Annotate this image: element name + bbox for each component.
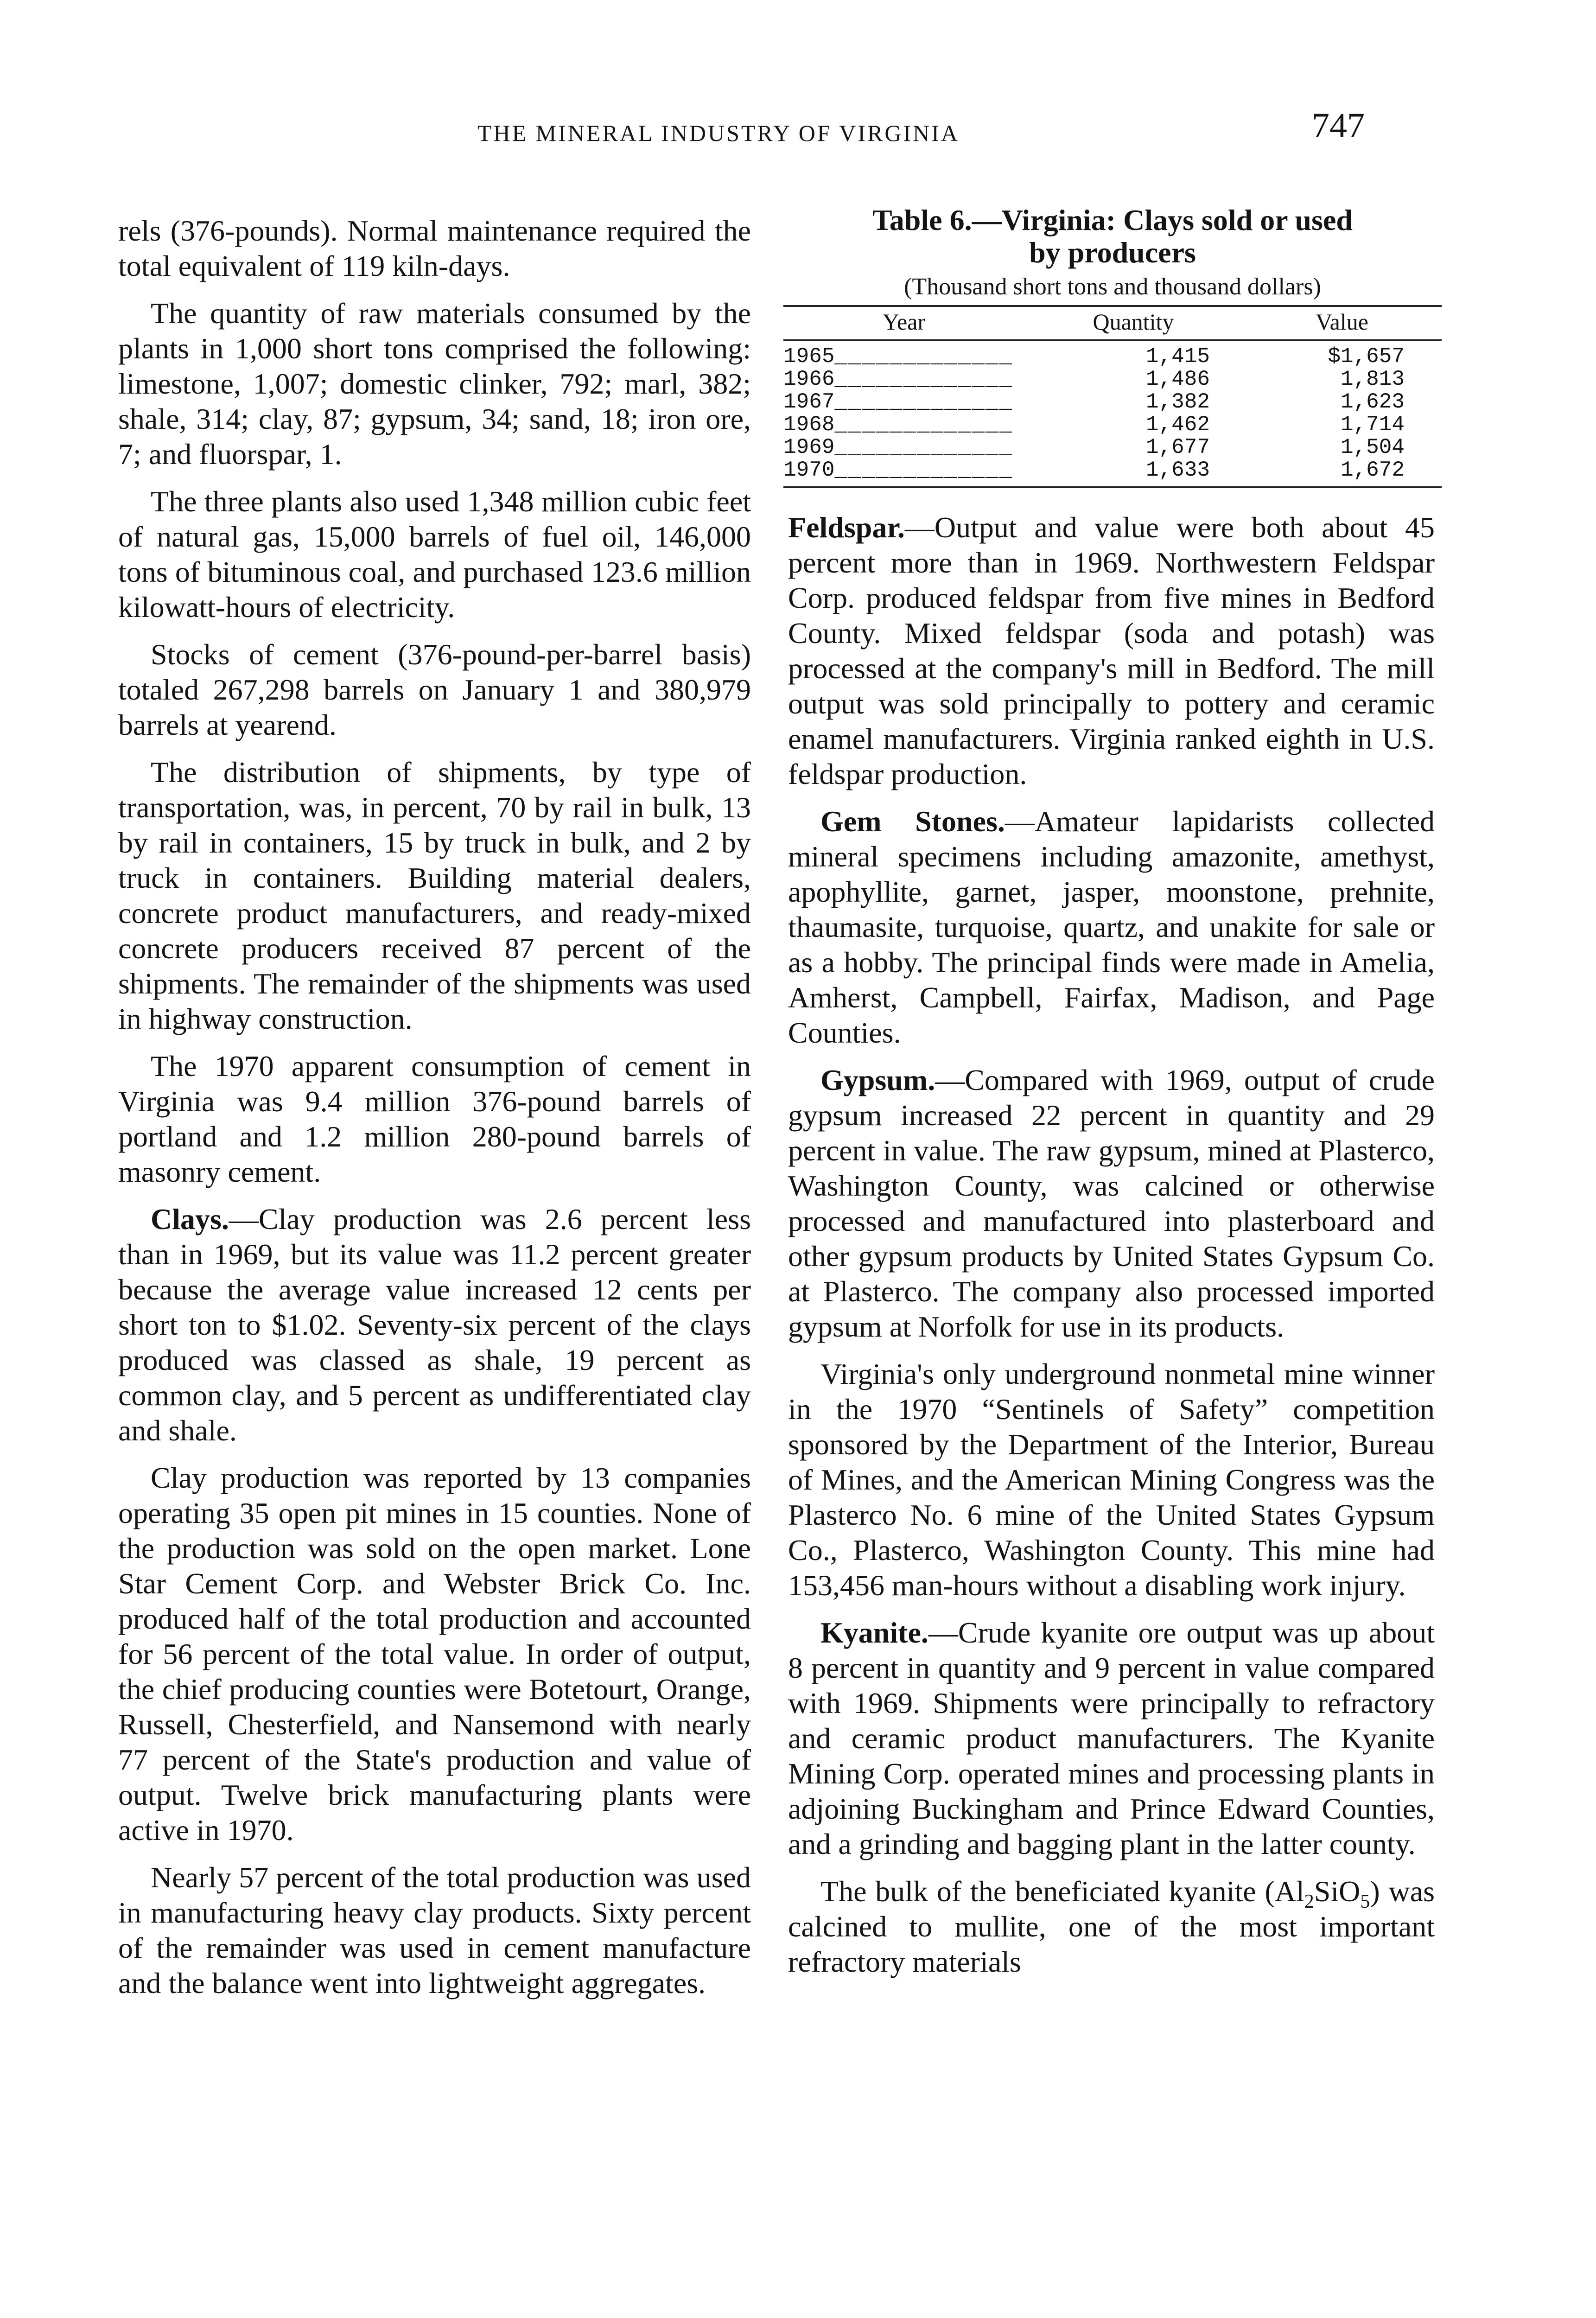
table-row [783, 459, 1442, 482]
cell-year: 1967 [783, 391, 835, 414]
leader-dots: _____________ [834, 345, 1013, 368]
paragraph-clays [118, 1202, 751, 1448]
cell-year: 1965 [783, 345, 835, 368]
paragraph-feldspar [788, 510, 1435, 792]
paragraph: Virginia's only underground nonmetal mine winner in the 1970 “Sentinels of Safety” competition sponsored by the Department of the Interior, Bureau of Mines, and the American Mining Congress was the Plasterco No. 6 mine of the United States Gypsum Co., Plasterco, Washington County. This mine had 153,456 man-hours without a disabling work injury. [788, 1357, 1435, 1602]
column-header-value: Value [1316, 309, 1368, 335]
paragraph-text: The bulk of the beneficiated kyanite (Al [820, 1875, 1304, 1908]
table-row [783, 368, 1442, 391]
paragraph: rels (376-pounds). Normal maintenance required the total equivalent of 119 kiln-days. [118, 214, 751, 282]
left-column [118, 213, 751, 2013]
paragraph: Nearly 57 percent of the total production was used in manufacturing heavy clay products. Sixty percent of the remainder was used in cement manufacture and the balance went into lightweight aggregates. [118, 1861, 751, 2000]
table-6 [783, 204, 1442, 488]
table-rule-bottom [783, 486, 1442, 488]
table-row [783, 436, 1442, 459]
leader-dots: _____________ [834, 459, 1013, 482]
paragraph-kyanite [788, 1615, 1435, 1862]
table-title: Table 6.—Virginia: Clays sold or used [872, 204, 1353, 236]
paragraph-gypsum [788, 1063, 1435, 1344]
table-units: (Thousand short tons and thousand dollars) [904, 274, 1321, 300]
cell-year: 1968 [783, 414, 835, 436]
column-header-year: Year [882, 309, 926, 335]
column-header-quantity: Quantity [1093, 309, 1174, 335]
table-row [783, 345, 1442, 368]
section-heading-gem-stones: Gem Stones. [820, 805, 1005, 838]
leader-dots: _____________ [834, 391, 1013, 414]
leader-dots: _____________ [834, 436, 1013, 459]
cell-quantity: 1,633 [1145, 458, 1210, 482]
cell-value: 1,504 [1340, 435, 1405, 459]
table-title-line2: by producers [1029, 236, 1196, 269]
paragraph-text: —Output and value were both about 45 percent more than in 1969. Northwestern Feldspar Corp. produced feldspar from five mines in Bedford County. Mixed feldspar (soda and potash) was processed at the company's mill in Bedford. The mill output was sold principally to pottery and ceramic enamel manufacturers. Virginia ranked eighth in U.S. feldspar production. [788, 511, 1435, 790]
table-header [783, 307, 1442, 338]
formula-text: SiO [1314, 1875, 1361, 1908]
cell-year: 1970 [783, 459, 835, 482]
subscript: 2 [1304, 1891, 1314, 1912]
page-number: 747 [1312, 106, 1365, 145]
leader-dots: _____________ [834, 368, 1013, 391]
paragraph: The distribution of shipments, by type of transportation, was, in percent, 70 by rail in bulk, 13 by rail in containers, 15 by truck in bulk, and 2 by truck in containers. Building material dealers, concrete product manufacturers, and ready-mixed concrete producers received 87 percent of the shipments. The remainder of the shipments was used in highway construction. [118, 756, 751, 1035]
section-heading-feldspar: Feldspar. [788, 511, 905, 544]
cell-value: 1,813 [1340, 367, 1405, 391]
paragraph: The 1970 apparent consumption of cement in Virginia was 9.4 million 376-pound barrels of portland and 1.2 million 280-pound barrels of masonry cement. [118, 1050, 751, 1188]
table-body [783, 341, 1442, 484]
paragraph-text: —Clay production was 2.6 percent less than in 1969, but its value was 11.2 percent greater because the average value increased 12 cents per short ton to $1.02. Seventy-six percent of the clays produced was classed as shale, 19 percent as common clay, and 5 percent as undifferentiated clay and shale. [118, 1203, 751, 1447]
cell-quantity: 1,486 [1145, 367, 1210, 391]
leader-dots: _____________ [834, 414, 1013, 436]
paragraph-gem-stones [788, 804, 1435, 1051]
cell-value: $1,657 [1328, 344, 1405, 369]
table-row [783, 414, 1442, 436]
paragraph: Stocks of cement (376-pound-per-barrel basis) totaled 267,298 barrels on January 1 and 380,979 barrels at yearend. [118, 638, 751, 741]
cell-value: 1,714 [1340, 413, 1405, 437]
cell-value: 1,672 [1340, 458, 1405, 482]
cell-value: 1,623 [1340, 390, 1405, 414]
cell-quantity: 1,415 [1145, 344, 1210, 369]
paragraph-text: —Compared with 1969, output of crude gypsum increased 22 percent in quantity and 29 percent in value. The raw gypsum, mined at Plasterco, Washington County, was calcined or otherwise processed and manufactured into plasterboard and other gypsum products by United States Gypsum Co. at Plasterco. The company also processed imported gypsum at Norfolk for use in its products. [788, 1063, 1435, 1343]
cell-year: 1966 [783, 368, 835, 391]
table-row [783, 391, 1442, 414]
section-heading-gypsum: Gypsum. [820, 1063, 935, 1096]
paragraph-text: ) was calcined to mullite, one of the most important refractory materials [788, 1875, 1435, 1978]
cell-quantity: 1,382 [1145, 390, 1210, 414]
running-title: THE MINERAL INDUSTRY OF VIRGINIA [477, 120, 960, 146]
cell-quantity: 1,677 [1145, 435, 1210, 459]
subscript: 5 [1360, 1891, 1370, 1912]
cell-quantity: 1,462 [1145, 413, 1210, 437]
section-heading-kyanite: Kyanite. [820, 1616, 928, 1649]
paragraph-bulk-kyanite [788, 1874, 1435, 1980]
section-heading-clays: Clays. [151, 1203, 229, 1235]
paragraph-text: —Crude kyanite ore output was up about 8 percent in quantity and 9 percent in value compared with 1969. Shipments were principally to refractory and ceramic product manufacturers. The Kyanite Mining Corp. operated mines and processing plants in adjoining Buckingham and Prince Edward Counties, and a grinding and bagging plant in the latter county. [788, 1616, 1435, 1860]
paragraph: Clay production was reported by 13 companies operating 35 open pit mines in 15 counties. None of the production was sold on the open market. Lone Star Cement Corp. and Webster Brick Co. Inc. produced half of the total production and accounted for 56 percent of the total value. In order of output, the chief producing counties were Botetourt, Orange, Russell, Chesterfield, and Nansemond with nearly 77 percent of the State's production and value of output. Twelve brick manufacturing plants were active in 1970. [118, 1461, 751, 1847]
right-column [788, 510, 1435, 1992]
paragraph: The quantity of raw materials consumed by the plants in 1,000 short tons comprised the following: limestone, 1,007; domestic clinker, 792; marl, 382; shale, 314; clay, 87; gypsum, 34; sand, 18; iron ore, 7; and fluorspar, 1. [118, 297, 751, 471]
paragraph: The three plants also used 1,348 million cubic feet of natural gas, 15,000 barrels of fuel oil, 146,000 tons of bituminous coal, and purchased 123.6 million kilowatt-hours of electricity. [118, 485, 751, 624]
paragraph-text: —Amateur lapidarists collected mineral specimens including amazonite, amethyst, apophyllite, garnet, jasper, moonstone, prehnite, thaumasite, turquoise, quartz, and unakite for sale or as a hobby. The principal finds were made in Amelia, Amherst, Campbell, Fairfax, Madison, and Page Counties. [788, 805, 1435, 1049]
cell-year: 1969 [783, 436, 835, 459]
